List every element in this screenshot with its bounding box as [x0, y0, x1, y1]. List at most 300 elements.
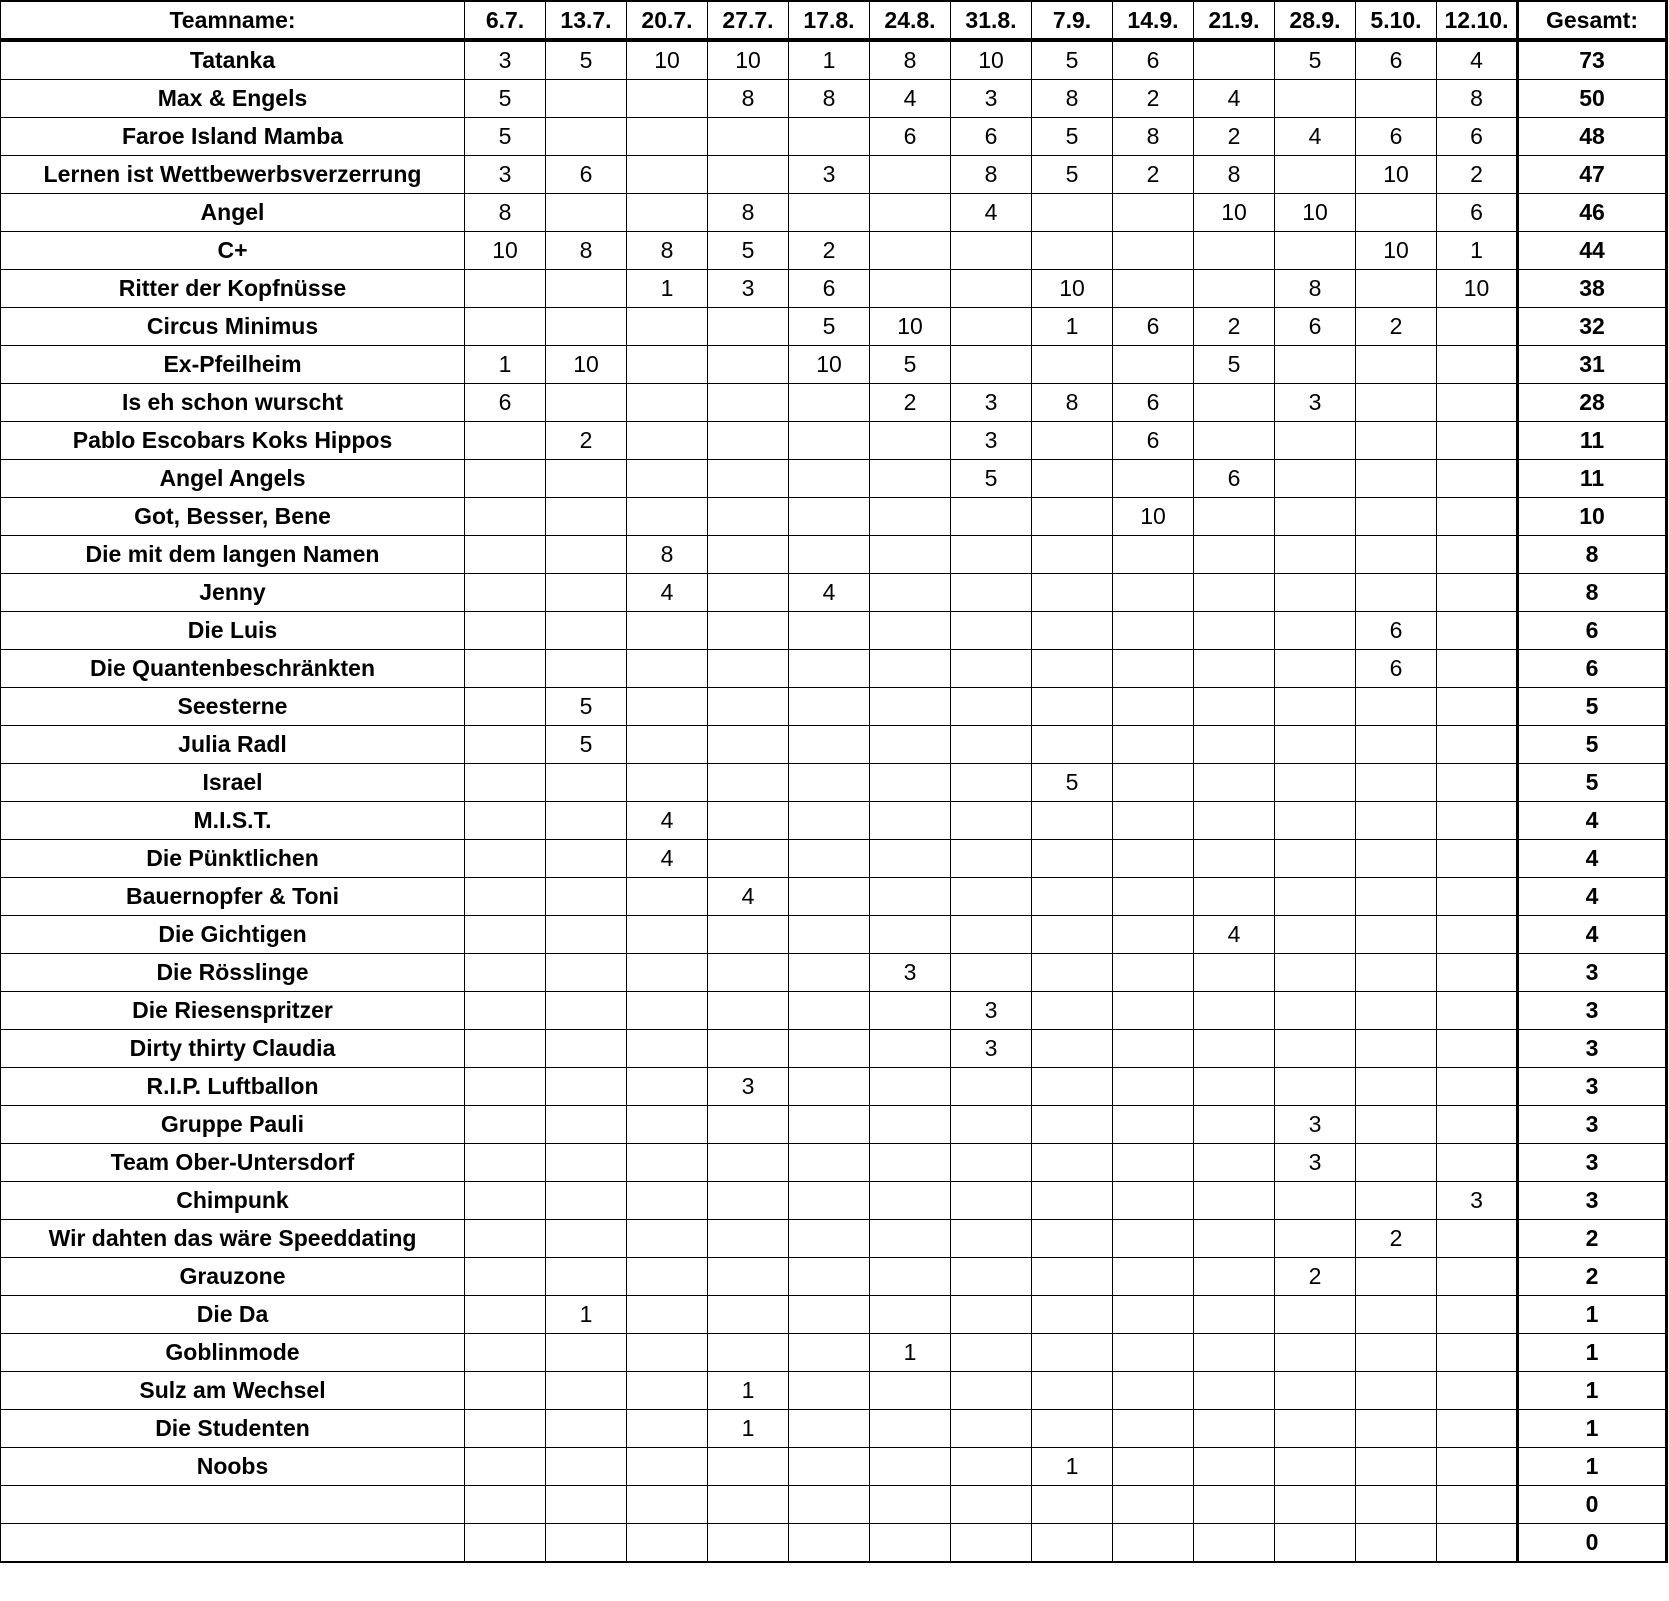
score-cell[interactable]: [1437, 1296, 1518, 1334]
score-cell[interactable]: [1113, 764, 1194, 802]
score-cell[interactable]: [1275, 954, 1356, 992]
score-cell[interactable]: [1356, 878, 1437, 916]
score-cell[interactable]: [1356, 726, 1437, 764]
score-cell[interactable]: [465, 840, 546, 878]
score-cell[interactable]: [546, 1334, 627, 1372]
score-cell[interactable]: [951, 1106, 1032, 1144]
score-cell[interactable]: [546, 1220, 627, 1258]
score-cell[interactable]: 8: [1275, 270, 1356, 308]
score-cell[interactable]: [708, 308, 789, 346]
score-cell[interactable]: [1194, 1448, 1275, 1486]
score-cell[interactable]: [1356, 840, 1437, 878]
score-cell[interactable]: [951, 1144, 1032, 1182]
score-cell[interactable]: [870, 270, 951, 308]
score-cell[interactable]: [627, 194, 708, 232]
team-name-cell[interactable]: Israel: [1, 764, 465, 802]
score-cell[interactable]: [1113, 574, 1194, 612]
score-cell[interactable]: [951, 1524, 1032, 1563]
score-cell[interactable]: [1275, 688, 1356, 726]
score-cell[interactable]: 1: [1032, 308, 1113, 346]
score-cell[interactable]: [1194, 1524, 1275, 1563]
score-cell[interactable]: [1356, 574, 1437, 612]
team-name-cell[interactable]: Bauernopfer & Toni: [1, 878, 465, 916]
score-cell[interactable]: [465, 916, 546, 954]
score-cell[interactable]: [789, 1068, 870, 1106]
score-cell[interactable]: [1437, 764, 1518, 802]
score-cell[interactable]: [1437, 1144, 1518, 1182]
team-name-cell[interactable]: Circus Minimus: [1, 308, 465, 346]
score-cell[interactable]: [1032, 1258, 1113, 1296]
score-cell[interactable]: [1275, 1068, 1356, 1106]
score-cell[interactable]: 1: [546, 1296, 627, 1334]
score-cell[interactable]: [627, 118, 708, 156]
score-cell[interactable]: [1437, 1334, 1518, 1372]
score-cell[interactable]: [1356, 1030, 1437, 1068]
score-cell[interactable]: [1032, 992, 1113, 1030]
total-cell[interactable]: 1: [1518, 1448, 1667, 1486]
score-cell[interactable]: 5: [1032, 40, 1113, 80]
score-cell[interactable]: [708, 1296, 789, 1334]
score-cell[interactable]: [1356, 688, 1437, 726]
score-cell[interactable]: [1356, 1410, 1437, 1448]
score-cell[interactable]: [546, 308, 627, 346]
score-cell[interactable]: 5: [1194, 346, 1275, 384]
score-cell[interactable]: [951, 764, 1032, 802]
score-cell[interactable]: [465, 1106, 546, 1144]
score-cell[interactable]: [951, 498, 1032, 536]
team-column-header[interactable]: Teamname:: [1, 1, 465, 40]
date-column-header[interactable]: 5.10.: [1356, 1, 1437, 40]
score-cell[interactable]: [1032, 1144, 1113, 1182]
score-cell[interactable]: 4: [627, 574, 708, 612]
score-cell[interactable]: [708, 840, 789, 878]
score-cell[interactable]: [1032, 194, 1113, 232]
score-cell[interactable]: [627, 1372, 708, 1410]
score-cell[interactable]: [1113, 802, 1194, 840]
score-cell[interactable]: 1: [870, 1334, 951, 1372]
score-cell[interactable]: [789, 460, 870, 498]
total-cell[interactable]: 1: [1518, 1334, 1667, 1372]
score-cell[interactable]: [1356, 992, 1437, 1030]
score-cell[interactable]: [708, 612, 789, 650]
score-cell[interactable]: 3: [951, 992, 1032, 1030]
score-cell[interactable]: [627, 688, 708, 726]
score-cell[interactable]: [1113, 688, 1194, 726]
team-name-cell[interactable]: Jenny: [1, 574, 465, 612]
score-cell[interactable]: [546, 118, 627, 156]
score-cell[interactable]: [870, 1182, 951, 1220]
score-cell[interactable]: 5: [1032, 764, 1113, 802]
score-cell[interactable]: [465, 1372, 546, 1410]
score-cell[interactable]: [789, 118, 870, 156]
score-cell[interactable]: [1356, 422, 1437, 460]
score-cell[interactable]: [1437, 574, 1518, 612]
score-cell[interactable]: [1194, 992, 1275, 1030]
score-cell[interactable]: [951, 612, 1032, 650]
score-cell[interactable]: 4: [789, 574, 870, 612]
team-name-cell[interactable]: Die Riesenspritzer: [1, 992, 465, 1030]
score-cell[interactable]: [708, 688, 789, 726]
score-cell[interactable]: [1275, 840, 1356, 878]
score-cell[interactable]: [1356, 1448, 1437, 1486]
score-cell[interactable]: [1437, 1448, 1518, 1486]
score-cell[interactable]: [1356, 1258, 1437, 1296]
score-cell[interactable]: [1356, 764, 1437, 802]
score-cell[interactable]: [1437, 346, 1518, 384]
score-cell[interactable]: [1437, 878, 1518, 916]
score-cell[interactable]: [1356, 1334, 1437, 1372]
total-cell[interactable]: 3: [1518, 1182, 1667, 1220]
score-cell[interactable]: [870, 574, 951, 612]
score-cell[interactable]: [1356, 1182, 1437, 1220]
date-column-header[interactable]: 21.9.: [1194, 1, 1275, 40]
score-cell[interactable]: [546, 878, 627, 916]
total-cell[interactable]: 1: [1518, 1372, 1667, 1410]
score-cell[interactable]: [870, 840, 951, 878]
score-cell[interactable]: [1194, 1258, 1275, 1296]
score-cell[interactable]: [789, 194, 870, 232]
score-cell[interactable]: [546, 270, 627, 308]
team-name-cell[interactable]: Wir dahten das wäre Speeddating: [1, 1220, 465, 1258]
score-cell[interactable]: [1275, 1334, 1356, 1372]
score-cell[interactable]: [1032, 802, 1113, 840]
score-cell[interactable]: [1194, 232, 1275, 270]
score-cell[interactable]: [870, 688, 951, 726]
team-name-cell[interactable]: Goblinmode: [1, 1334, 465, 1372]
score-cell[interactable]: [870, 650, 951, 688]
score-cell[interactable]: [1032, 726, 1113, 764]
score-cell[interactable]: 8: [627, 536, 708, 574]
score-cell[interactable]: [1275, 536, 1356, 574]
total-cell[interactable]: 5: [1518, 726, 1667, 764]
score-cell[interactable]: [870, 1524, 951, 1563]
score-cell[interactable]: [1194, 726, 1275, 764]
score-cell[interactable]: 2: [1356, 1220, 1437, 1258]
score-cell[interactable]: [1194, 1372, 1275, 1410]
score-cell[interactable]: [1113, 1372, 1194, 1410]
score-cell[interactable]: [465, 1448, 546, 1486]
score-cell[interactable]: [546, 1372, 627, 1410]
score-cell[interactable]: [789, 536, 870, 574]
score-cell[interactable]: [546, 460, 627, 498]
score-cell[interactable]: [627, 1106, 708, 1144]
score-cell[interactable]: [870, 992, 951, 1030]
score-cell[interactable]: [1275, 650, 1356, 688]
score-cell[interactable]: 6: [465, 384, 546, 422]
score-cell[interactable]: 2: [546, 422, 627, 460]
score-cell[interactable]: [870, 194, 951, 232]
score-cell[interactable]: [627, 308, 708, 346]
total-cell[interactable]: 3: [1518, 1144, 1667, 1182]
score-cell[interactable]: [1275, 1448, 1356, 1486]
score-cell[interactable]: [1032, 460, 1113, 498]
score-cell[interactable]: [1032, 1030, 1113, 1068]
score-cell[interactable]: 4: [1437, 40, 1518, 80]
score-cell[interactable]: [951, 270, 1032, 308]
score-cell[interactable]: [1275, 726, 1356, 764]
date-column-header[interactable]: 12.10.: [1437, 1, 1518, 40]
score-cell[interactable]: [708, 954, 789, 992]
score-cell[interactable]: [1113, 536, 1194, 574]
score-cell[interactable]: [789, 688, 870, 726]
score-cell[interactable]: [1194, 422, 1275, 460]
score-cell[interactable]: [1275, 1524, 1356, 1563]
total-cell[interactable]: 8: [1518, 536, 1667, 574]
score-cell[interactable]: [1113, 1182, 1194, 1220]
score-cell[interactable]: [465, 802, 546, 840]
total-cell[interactable]: 11: [1518, 460, 1667, 498]
score-cell[interactable]: [708, 1182, 789, 1220]
score-cell[interactable]: 5: [951, 460, 1032, 498]
score-cell[interactable]: [1437, 1220, 1518, 1258]
score-cell[interactable]: [1437, 1410, 1518, 1448]
score-cell[interactable]: [1113, 954, 1194, 992]
score-cell[interactable]: 10: [1437, 270, 1518, 308]
score-cell[interactable]: [546, 1182, 627, 1220]
score-cell[interactable]: [789, 384, 870, 422]
score-cell[interactable]: [465, 1334, 546, 1372]
score-cell[interactable]: [465, 574, 546, 612]
score-cell[interactable]: [627, 612, 708, 650]
score-cell[interactable]: [627, 764, 708, 802]
score-cell[interactable]: [546, 80, 627, 118]
score-cell[interactable]: [951, 232, 1032, 270]
score-cell[interactable]: [1275, 1486, 1356, 1524]
score-cell[interactable]: [1437, 1372, 1518, 1410]
date-column-header[interactable]: 7.9.: [1032, 1, 1113, 40]
score-cell[interactable]: [1194, 650, 1275, 688]
score-cell[interactable]: [951, 840, 1032, 878]
score-cell[interactable]: [465, 688, 546, 726]
score-cell[interactable]: [1194, 1030, 1275, 1068]
score-cell[interactable]: [1113, 1030, 1194, 1068]
score-cell[interactable]: 4: [951, 194, 1032, 232]
score-cell[interactable]: [465, 1068, 546, 1106]
score-cell[interactable]: 5: [789, 308, 870, 346]
score-cell[interactable]: [1275, 1182, 1356, 1220]
score-cell[interactable]: [708, 156, 789, 194]
team-name-cell[interactable]: Seesterne: [1, 688, 465, 726]
score-cell[interactable]: [951, 802, 1032, 840]
score-cell[interactable]: [1194, 878, 1275, 916]
score-cell[interactable]: 6: [1113, 384, 1194, 422]
score-cell[interactable]: 10: [465, 232, 546, 270]
score-cell[interactable]: [1194, 384, 1275, 422]
team-name-cell[interactable]: Die Rösslinge: [1, 954, 465, 992]
score-cell[interactable]: [708, 1486, 789, 1524]
score-cell[interactable]: [870, 232, 951, 270]
score-cell[interactable]: [870, 1296, 951, 1334]
team-name-cell[interactable]: Ritter der Kopfnüsse: [1, 270, 465, 308]
score-cell[interactable]: [1275, 612, 1356, 650]
score-cell[interactable]: [951, 574, 1032, 612]
total-cell[interactable]: 3: [1518, 1106, 1667, 1144]
total-cell[interactable]: 3: [1518, 1068, 1667, 1106]
total-cell[interactable]: 28: [1518, 384, 1667, 422]
score-cell[interactable]: 10: [870, 308, 951, 346]
score-cell[interactable]: 8: [789, 80, 870, 118]
score-cell[interactable]: [1113, 1334, 1194, 1372]
score-cell[interactable]: [1275, 80, 1356, 118]
score-cell[interactable]: [627, 1410, 708, 1448]
score-cell[interactable]: [951, 1296, 1032, 1334]
score-cell[interactable]: [789, 650, 870, 688]
score-cell[interactable]: [951, 726, 1032, 764]
score-cell[interactable]: [951, 916, 1032, 954]
score-cell[interactable]: 2: [789, 232, 870, 270]
score-cell[interactable]: [1194, 764, 1275, 802]
score-cell[interactable]: [1113, 840, 1194, 878]
score-cell[interactable]: 1: [1032, 1448, 1113, 1486]
date-column-header[interactable]: 31.8.: [951, 1, 1032, 40]
team-name-cell[interactable]: Pablo Escobars Koks Hippos: [1, 422, 465, 460]
score-cell[interactable]: [1113, 726, 1194, 764]
score-cell[interactable]: [1032, 232, 1113, 270]
score-cell[interactable]: [870, 764, 951, 802]
score-cell[interactable]: [1275, 1410, 1356, 1448]
score-cell[interactable]: [1194, 1182, 1275, 1220]
total-cell[interactable]: 50: [1518, 80, 1667, 118]
score-cell[interactable]: [708, 1030, 789, 1068]
score-cell[interactable]: [1032, 1524, 1113, 1563]
score-cell[interactable]: [1356, 1106, 1437, 1144]
team-name-cell[interactable]: Ex-Pfeilheim: [1, 346, 465, 384]
score-cell[interactable]: [627, 1296, 708, 1334]
score-cell[interactable]: 1: [1437, 232, 1518, 270]
score-cell[interactable]: [627, 422, 708, 460]
total-cell[interactable]: 4: [1518, 878, 1667, 916]
score-cell[interactable]: [870, 916, 951, 954]
score-cell[interactable]: [546, 1068, 627, 1106]
score-cell[interactable]: [789, 1486, 870, 1524]
score-cell[interactable]: [1437, 612, 1518, 650]
score-cell[interactable]: [1356, 80, 1437, 118]
score-cell[interactable]: 5: [708, 232, 789, 270]
score-cell[interactable]: 1: [627, 270, 708, 308]
score-cell[interactable]: [1275, 764, 1356, 802]
score-cell[interactable]: 3: [1275, 1106, 1356, 1144]
score-cell[interactable]: [951, 1334, 1032, 1372]
score-cell[interactable]: [789, 1030, 870, 1068]
total-cell[interactable]: 4: [1518, 840, 1667, 878]
score-cell[interactable]: [1113, 270, 1194, 308]
score-cell[interactable]: [465, 536, 546, 574]
team-name-cell[interactable]: C+: [1, 232, 465, 270]
score-cell[interactable]: [1437, 650, 1518, 688]
score-cell[interactable]: [708, 536, 789, 574]
score-cell[interactable]: [951, 1486, 1032, 1524]
score-cell[interactable]: [1275, 878, 1356, 916]
score-cell[interactable]: 10: [789, 346, 870, 384]
total-cell[interactable]: 3: [1518, 1030, 1667, 1068]
total-cell[interactable]: 48: [1518, 118, 1667, 156]
score-cell[interactable]: [1032, 650, 1113, 688]
score-cell[interactable]: [1113, 650, 1194, 688]
score-cell[interactable]: [1194, 536, 1275, 574]
score-cell[interactable]: 10: [627, 40, 708, 80]
score-cell[interactable]: [546, 992, 627, 1030]
score-cell[interactable]: [789, 1334, 870, 1372]
score-cell[interactable]: [789, 726, 870, 764]
score-cell[interactable]: 8: [870, 40, 951, 80]
score-cell[interactable]: [1194, 1410, 1275, 1448]
total-cell[interactable]: 5: [1518, 764, 1667, 802]
score-cell[interactable]: [1113, 878, 1194, 916]
score-cell[interactable]: [789, 1182, 870, 1220]
score-cell[interactable]: [1437, 1106, 1518, 1144]
score-cell[interactable]: 1: [789, 40, 870, 80]
score-cell[interactable]: [789, 1410, 870, 1448]
score-cell[interactable]: [708, 460, 789, 498]
score-cell[interactable]: 10: [1113, 498, 1194, 536]
score-cell[interactable]: [1032, 954, 1113, 992]
score-cell[interactable]: 5: [870, 346, 951, 384]
score-cell[interactable]: [870, 536, 951, 574]
score-cell[interactable]: [1113, 346, 1194, 384]
score-cell[interactable]: [627, 650, 708, 688]
score-cell[interactable]: [789, 992, 870, 1030]
score-cell[interactable]: [951, 1220, 1032, 1258]
score-cell[interactable]: 3: [870, 954, 951, 992]
score-cell[interactable]: [1032, 422, 1113, 460]
score-cell[interactable]: [465, 1486, 546, 1524]
team-name-cell[interactable]: Dirty thirty Claudia: [1, 1030, 465, 1068]
score-cell[interactable]: [708, 346, 789, 384]
team-name-cell[interactable]: Angel Angels: [1, 460, 465, 498]
score-cell[interactable]: [627, 498, 708, 536]
score-cell[interactable]: [708, 422, 789, 460]
score-cell[interactable]: [870, 1068, 951, 1106]
score-cell[interactable]: [870, 1372, 951, 1410]
score-cell[interactable]: [870, 878, 951, 916]
date-column-header[interactable]: 6.7.: [465, 1, 546, 40]
score-cell[interactable]: [951, 1182, 1032, 1220]
score-cell[interactable]: [1194, 840, 1275, 878]
score-cell[interactable]: [465, 1296, 546, 1334]
score-cell[interactable]: [1356, 1372, 1437, 1410]
score-cell[interactable]: [1437, 498, 1518, 536]
score-cell[interactable]: 6: [1113, 40, 1194, 80]
score-cell[interactable]: [1356, 270, 1437, 308]
score-cell[interactable]: [1437, 726, 1518, 764]
score-cell[interactable]: [1113, 1296, 1194, 1334]
score-cell[interactable]: 10: [1032, 270, 1113, 308]
score-cell[interactable]: [465, 992, 546, 1030]
score-cell[interactable]: [870, 498, 951, 536]
score-cell[interactable]: 8: [465, 194, 546, 232]
score-cell[interactable]: 8: [1032, 384, 1113, 422]
team-name-cell[interactable]: Julia Radl: [1, 726, 465, 764]
total-cell[interactable]: 1: [1518, 1410, 1667, 1448]
score-cell[interactable]: [789, 498, 870, 536]
score-cell[interactable]: 3: [465, 40, 546, 80]
score-cell[interactable]: [1194, 1296, 1275, 1334]
score-cell[interactable]: [789, 1144, 870, 1182]
score-cell[interactable]: [1275, 346, 1356, 384]
score-cell[interactable]: 8: [708, 80, 789, 118]
score-cell[interactable]: 4: [627, 840, 708, 878]
team-name-cell[interactable]: Die Luis: [1, 612, 465, 650]
score-cell[interactable]: [789, 802, 870, 840]
team-name-cell[interactable]: M.I.S.T.: [1, 802, 465, 840]
score-cell[interactable]: [1194, 574, 1275, 612]
total-cell[interactable]: 10: [1518, 498, 1667, 536]
score-cell[interactable]: [1113, 916, 1194, 954]
score-cell[interactable]: [708, 384, 789, 422]
score-cell[interactable]: [1356, 916, 1437, 954]
score-cell[interactable]: 6: [1356, 612, 1437, 650]
score-cell[interactable]: 5: [546, 40, 627, 80]
